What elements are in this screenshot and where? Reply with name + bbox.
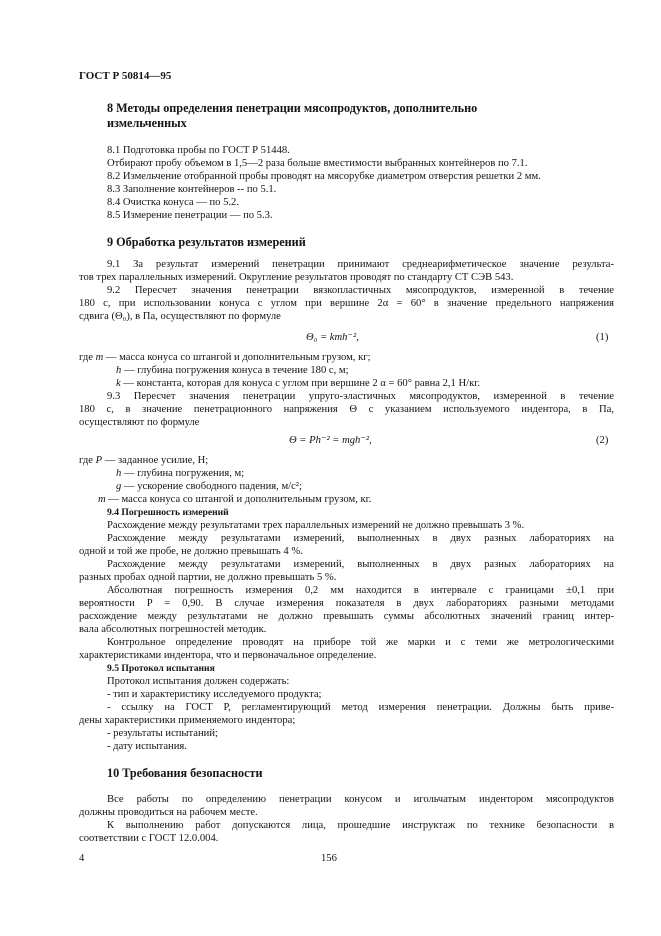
para-9-4-c-line1: Расхождение между результатами измерений, выполненных в двух разных лабораториях на (107, 559, 614, 570)
page-number-left: 4 (79, 853, 85, 864)
section-10-title: 10 Требования безопасности (107, 766, 263, 780)
para-10-1-line2: должны проводиться на рабочем месте. (79, 807, 258, 818)
para-10-2-line1: К выполнению работ допускаются лица, прошедшие инструктаж по технике безопасности в (107, 820, 614, 831)
formula-2-number: (2) (596, 435, 609, 446)
definition-g: g — ускорение свободного падения, м/с²; (116, 481, 302, 492)
item-8-5: 8.5 Измерение пенетрации — по 5.3. (107, 210, 273, 221)
para-9-4-b-line2: одной и той же пробе, не должно превышать 4 %. (79, 546, 303, 557)
para-9-2-line1: 9.2 Пересчет значения пенетрации вязкопластичных мясопродуктов, измеренной в течение (107, 285, 614, 296)
para-9-4-a: Расхождение между результатами трех параллельных измерений не должно превышать 3 %. (107, 520, 525, 531)
definition-m: где m — масса конуса со штангой и дополнительным грузом, кг; (79, 352, 371, 363)
para-9-4-c-line2: разных пробах одной партии, не должно превышать 5 %. (79, 572, 337, 583)
para-9-4-b-line1: Расхождение между результатами измерений, выполненных в двух разных лабораториях на (107, 533, 614, 544)
para-9-4-d-line1: Абсолютная погрешность измерения 0,2 мм находится в интервале с границами ±0,1 при (107, 585, 614, 596)
para-9-4-e-line2: характеристиками индентора, что и первоначальное определение. (79, 650, 377, 661)
item-8-1: 8.1 Подготовка пробы по ГОСТ Р 51448. (107, 145, 290, 156)
formula-1-number: (1) (596, 332, 609, 343)
para-9-1-line2: тов трех параллельных измерений. Округление результатов проводят по стандарту СТ СЭВ 543. (79, 272, 514, 283)
para-9-5-a: Протокол испытания должен содержать: (107, 676, 290, 687)
item-8-2: 8.2 Измельчение отобранной пробы проводят на мясорубке диаметром отверстия решетки 2 мм. (107, 171, 541, 182)
protocol-list-item: - ссылку на ГОСТ Р, регламентирующий метод измерения пенетрации. Должны быть приве- (107, 702, 614, 713)
formula-2: Θ = Ph⁻² = mgh⁻², (289, 435, 372, 446)
formula-1: Θ₀ = kmh⁻², (306, 332, 359, 343)
para-9-1-line1: 9.1 За результат измерений пенетрации принимают среднеарифметическое значение результа- (107, 259, 614, 270)
para-9-3-line3: осуществляют по формуле (79, 417, 200, 428)
protocol-list-item: дены характеристики применяемого индентора; (79, 715, 296, 726)
para-9-3-line1: 9.3 Пересчет значения пенетрации упруго-эластичных мясопродуктов, измеренной в течение (107, 391, 614, 402)
item-8-1-text: Отбирают пробу объемом в 1,5—2 раза больше вместимости выбранных контейнеров по 7.1. (107, 158, 528, 169)
page-number-center: 156 (321, 853, 337, 864)
protocol-list-item: - тип и характеристику исследуемого продукта; (107, 689, 322, 700)
definition-h: h — глубина погружения конуса в течение 180 с, м; (116, 365, 349, 376)
para-9-2-line2: 180 с, при использовании конуса с углом при вершине 2α = 60° в значение предельного напряжения (79, 298, 614, 309)
definition-m2: m — масса конуса со штангой и дополнительным грузом, кг. (98, 494, 372, 505)
section-8-title-line1: 8 Методы определения пенетрации мясопродуктов, дополнительно (107, 101, 478, 115)
subsection-9-4-title: 9.4 Погрешность измерений (107, 507, 229, 518)
section-9-title: 9 Обработка результатов измерений (107, 235, 306, 249)
para-10-2-line2: соответствии с ГОСТ 12.0.004. (79, 833, 219, 844)
para-9-4-d-line2: вероятности P = 0,90. В случае измерения показателя в двух лабораториях разными методами (79, 598, 614, 609)
subsection-9-5-title: 9.5 Протокол испытания (107, 663, 215, 674)
protocol-list-item: - дату испытания. (107, 741, 187, 752)
definition-P: где P — заданное усилие, Н; (79, 455, 209, 466)
item-8-3: 8.3 Заполнение контейнеров -- по 5.1. (107, 184, 277, 195)
protocol-list-item: - результаты испытаний; (107, 728, 218, 739)
para-9-4-d-line4: вала абсолютных погрешностей методик. (79, 624, 267, 635)
section-8-title-line2: измельченных (107, 116, 187, 130)
para-9-2-line3: сдвига (Θ₀), в Па, осуществляют по формуле (79, 311, 281, 322)
definition-k: k — константа, которая для конуса с углом при вершине 2 α = 60° равна 2,1 Н/кг. (116, 378, 481, 389)
item-8-4: 8.4 Очистка конуса — по 5.2. (107, 197, 240, 208)
para-9-4-e-line1: Контрольное определение проводят на приборе той же марки и с теми же метрологическими (107, 637, 614, 648)
para-10-1-line1: Все работы по определению пенетрации конусом и игольчатым индентором мясопродуктов (107, 794, 614, 805)
para-9-4-d-line3: расхождение между результатами не должно превышать суммы абсолютных значений границ интер- (79, 611, 614, 622)
definition-h2: h — глубина погружения, м; (116, 468, 245, 479)
document-id-header: ГОСТ Р 50814—95 (79, 70, 172, 82)
para-9-3-line2: 180 с, в значение пенетрационного напряжения Θ с указанием используемого индентора, в Па, (79, 404, 614, 415)
